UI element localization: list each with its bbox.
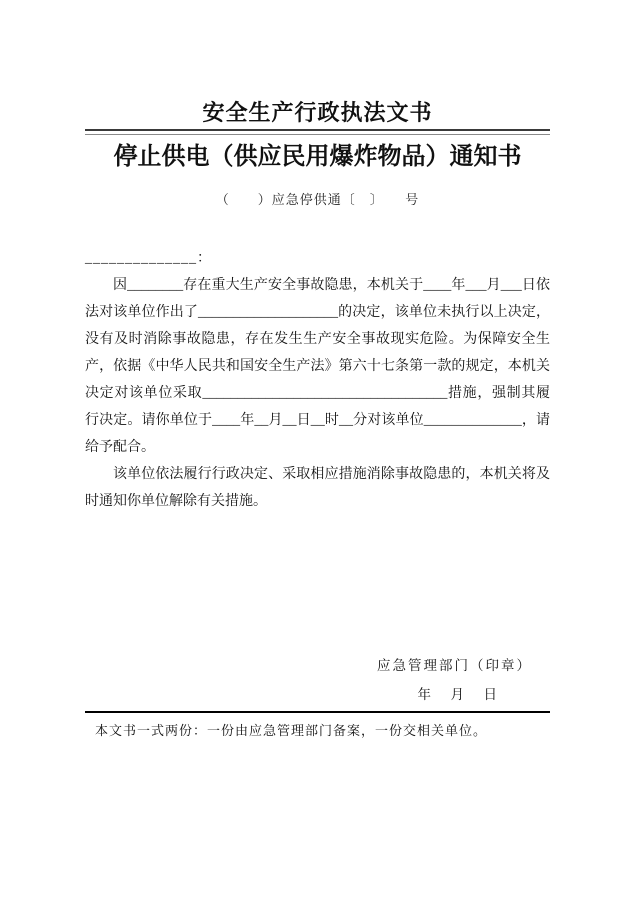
header-double-rule [85, 129, 550, 135]
recipient-colon: ： [197, 251, 212, 266]
body-paragraph-2: 该单位依法履行行政决定、采取相应措施消除事故隐患的，本机关将及时通知你单位解除有关措施。 [85, 467, 550, 509]
signature-authority: 应急管理部门（印章） [377, 658, 532, 673]
signature-block [85, 657, 550, 704]
document-number-line: （ ）应急停供通〔 〕 号 [215, 192, 420, 207]
document-category-title: 安全生产行政执法文书 [202, 100, 433, 125]
document-title: 停止供电（供应民用爆炸物品）通知书 [113, 144, 522, 170]
signature-date-line: 年 月 日 [417, 687, 500, 702]
body-paragraph-1: 因________存在重大生产安全事故隐患，本机关于____年___月___日依法对该单位作出了____________________的决定，该单位未执行以上决定，没有及时消除事故隐患，存在发生生产安全事故现实危险。为保障安全生产，依据《中华人民共和国安全生产法》第六十七条第一款的规定，本机关决定对该单位采取___________________________________措施，强制其履行决定。请你单位于____年__月__日__时__分对该单位______________，请给予配合。 [85, 278, 550, 455]
footer-note: 本文书一式两份：一份由应急管理部门备案，一份交相关单位。 [95, 723, 488, 738]
recipient-blank-field: ______________ [85, 251, 197, 266]
recipient-line [85, 245, 550, 272]
